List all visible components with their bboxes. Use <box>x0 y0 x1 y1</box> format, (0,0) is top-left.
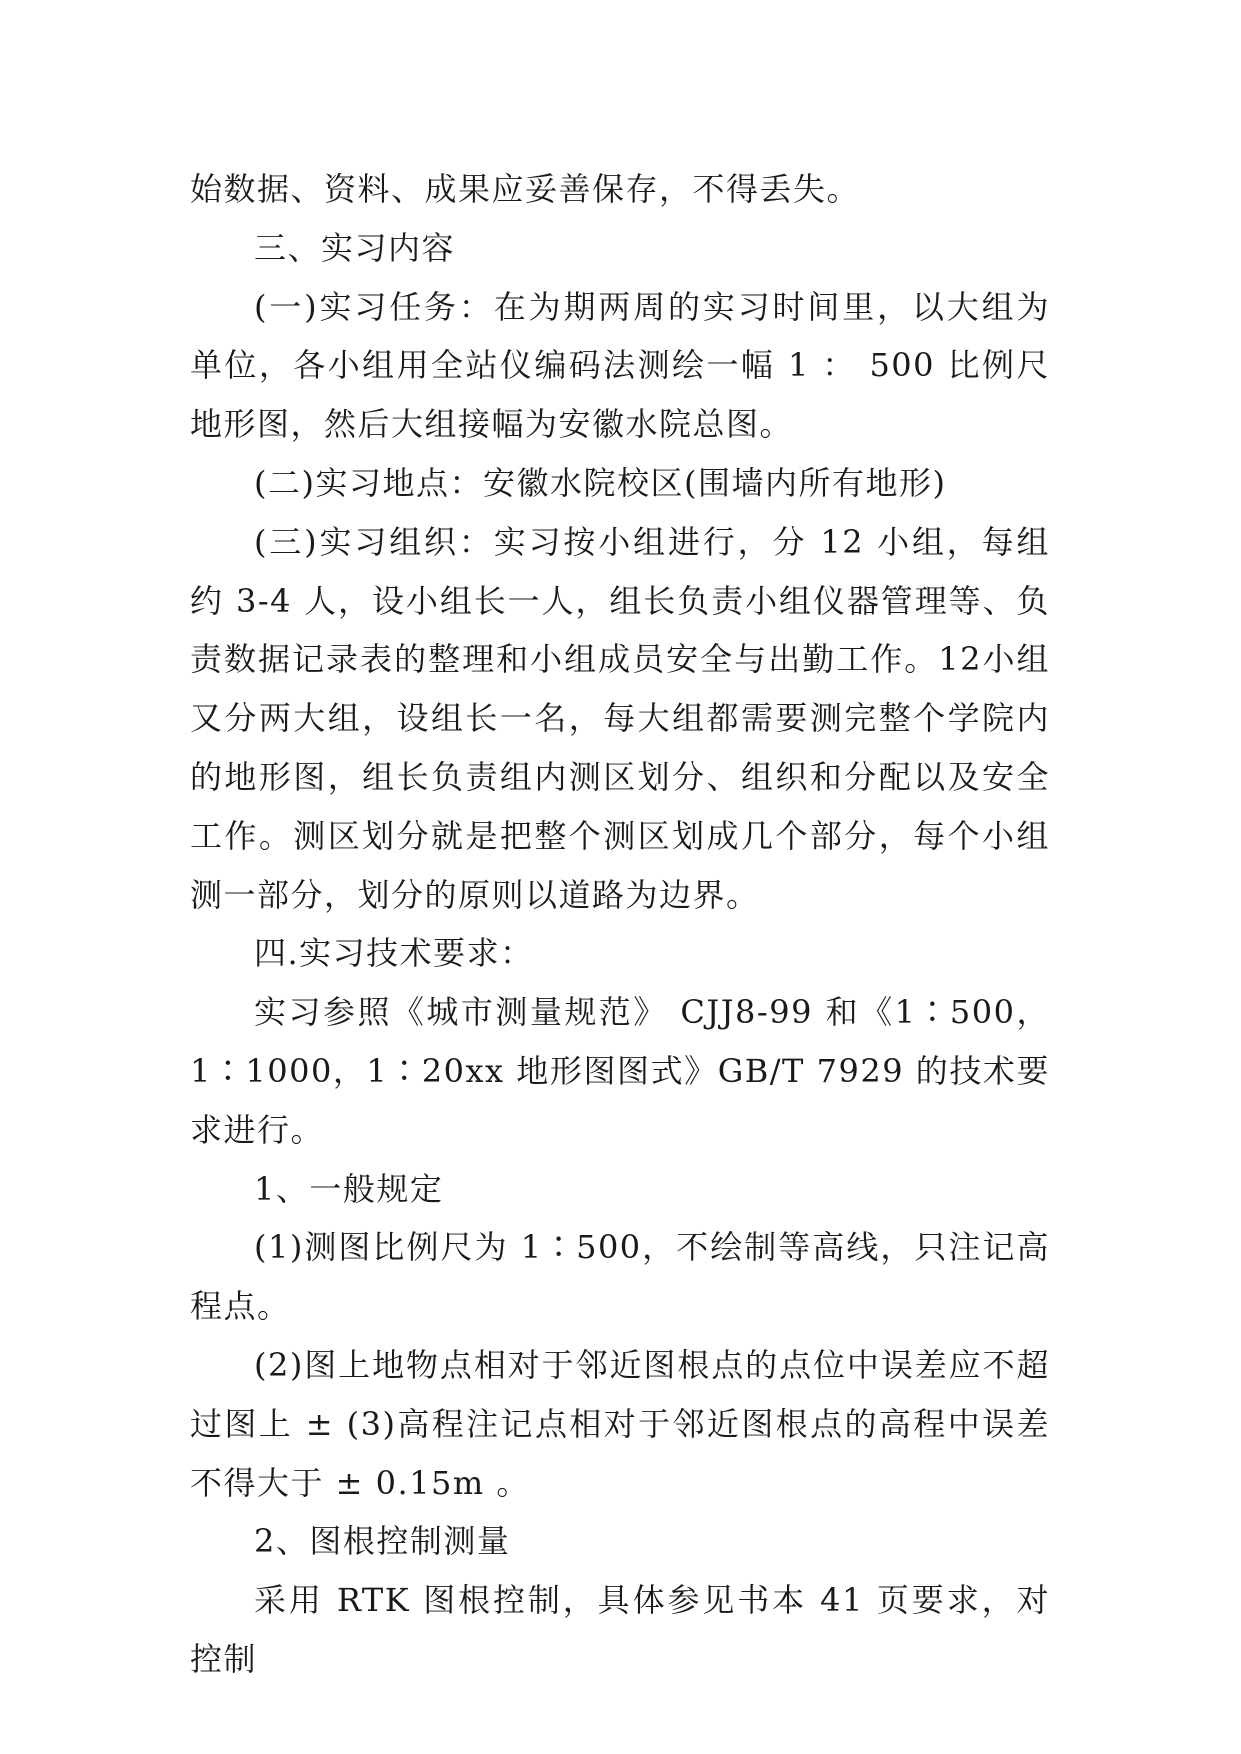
paragraph-rule-1: (1)测图比例尺为 1∶500，不绘制等高线，只注记高程点。 <box>190 1228 1050 1326</box>
subheading-general-rules: 1、一般规定 <box>254 1169 444 1208</box>
section-heading-technical-requirements: 四.实习技术要求： <box>254 934 534 973</box>
paragraph-practice-task: (一)实习任务：在为期两周的实习时间里，以大组为单位，各小组用全站仪编码法测绘一幅 1 ： 500 比例尺地形图，然后大组接幅为安徽水院总图。 <box>190 287 1050 444</box>
paragraph-standards-reference: 实习参照《城市测量规范》 CJJ8-99 和《1∶500，1∶1000，1∶20xx 地形图图式》GB/T 7929 的技术要求进行。 <box>190 993 1050 1149</box>
paragraph-practice-organization: (三)实习组织：实习按小组进行，分 12 小组，每组约 3-4 人，设小组长一人，组长负责小组仪器管理等、负责数据记录表的整理和小组成员安全与出勤工作。12小组又分两大组，设组长一名，每大组都需要测完整个学院内的地形图，组长负责组内测区划分、组织和分配以及安全工作。测区划分就是把整个测区划成几个部分，每个小组测一部分，划分的原则以道路为边界。 <box>190 522 1050 914</box>
section-heading-practice-content: 三、实习内容 <box>254 228 456 267</box>
paragraph-practice-location: (二)实习地点：安徽水院校区(围墙内所有地形) <box>254 463 947 502</box>
paragraph-rule-2-3: (2)图上地物点相对于邻近图根点的点位中误差应不超过图上 ± (3)高程注记点相对于邻近图根点的高程中误差不得大于 ± 0.15m 。 <box>190 1345 1050 1502</box>
document-body <box>190 160 1050 1689</box>
paragraph-continuation: 始数据、资料、成果应妥善保存，不得丢失。 <box>190 170 861 208</box>
paragraph-rtk-control: 采用 RTK 图根控制，具体参见书本 41 页要求，对控制 <box>190 1581 1050 1678</box>
subheading-control-survey: 2、图根控制测量 <box>254 1522 511 1561</box>
